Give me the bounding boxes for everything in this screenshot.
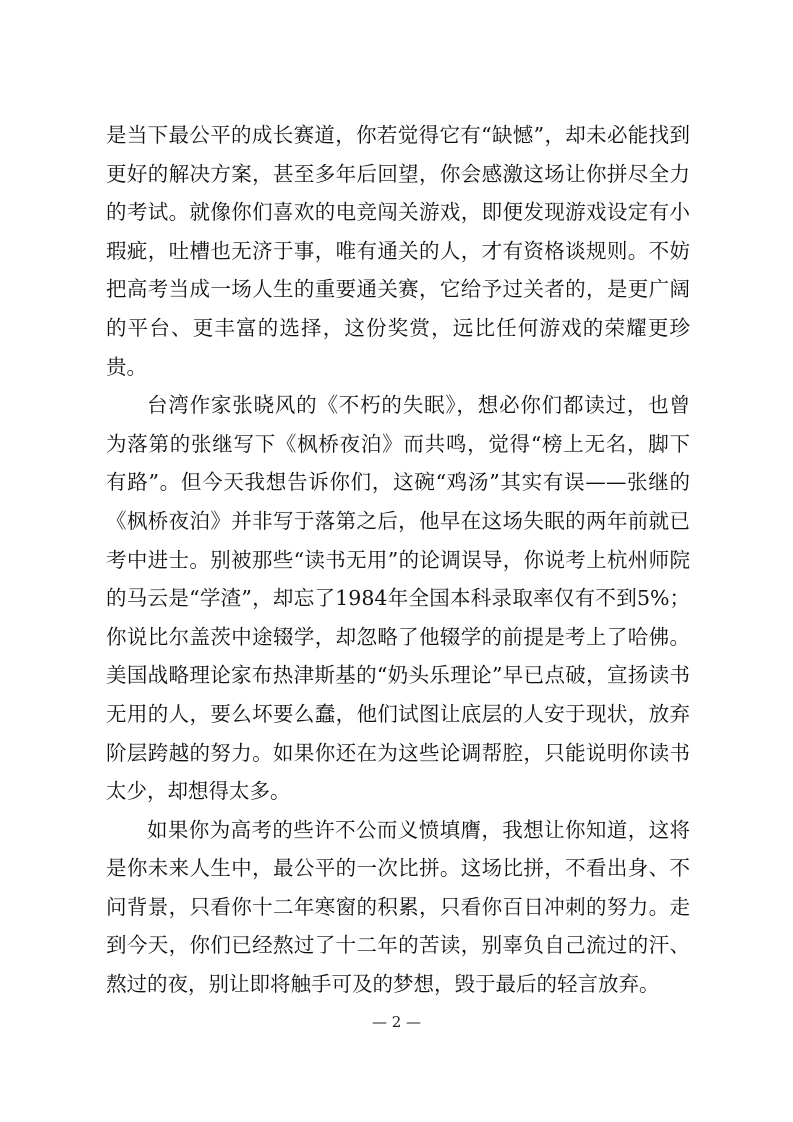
page-number: — 2 — [371,1013,422,1031]
body-text [106,116,690,1004]
paragraph-fairness: 如果你为高考的些许不公而义愤填膺，我想让你知道，这将是你未来人生中，最公平的一次比拼。这场比拼，不看出身、不问背景，只看你十二年寒窗的积累，只看你百日冲刺的努力。走到今天，你们已经熬过了十二年的苦读，别辜负自己流过的汗、熬过的夜，别让即将触手可及的梦想，毁于最后的轻言放弃。 [106,817,690,997]
paragraph-zhang-jiming: 台湾作家张晓风的《不朽的失眠》，想必你们都读过，也曾为落第的张继写下《枫桥夜泊》而共鸣，觉得“榜上无名，脚下有路”。但今天我想告诉你们，这碗“鸡汤”其实有误——张继的《枫桥夜泊》并非写于落第之后，他早在这场失眠的两年前就已考中进士。别被那些“读书无用”的论调误导，你说考上杭州师院的马云是“学渣”，却忘了1984年全国本科录取率仅有不到5%；你说比尔盖茨中途辍学，却忽略了他辍学的前提是考上了哈佛。美国战略理论家布热津斯基的“奶头乐理论”早已点破，宣扬读书无用的人，要么坏要么蠢，他们试图让底层的人安于现状，放弃阶层跨越的努力。如果你还在为这些论调帮腔，只能说明你读书太少，却想得太多。 [106,393,690,804]
paragraph-continued: 是当下最公平的成长赛道，你若觉得它有“缺憾”，却未必能找到更好的解决方案，甚至多年后回望，你会感激这场让你拼尽全力的考试。就像你们喜欢的电竞闯关游戏，即便发现游戏设定有小瑕疵，吐槽也无济于事，唯有通关的人，才有资格谈规则。不妨把高考当成一场人生的重要通关赛，它给予过关者的，是更广阔的平台、更丰富的选择，这份奖赏，远比任何游戏的荣耀更珍贵。 [106,123,690,379]
